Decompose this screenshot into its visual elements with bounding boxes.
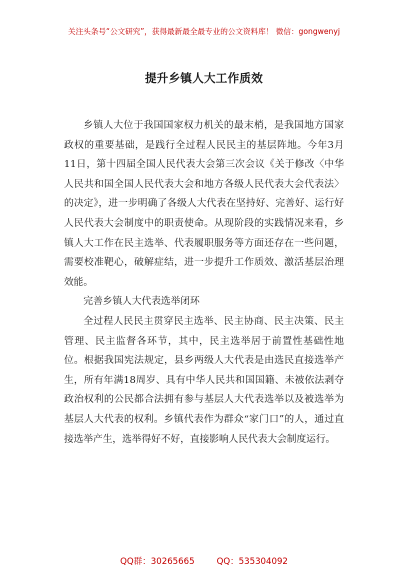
qq-group-text: QQ群：30265665 — [120, 557, 195, 567]
promo-banner: 关注头条号“公文研究”，获得最新最全最专业的公文资料库！ 微信：gongwenyj — [68, 27, 340, 36]
qq-number-text: QQ：535304092 — [216, 557, 288, 567]
contact-footer — [0, 555, 408, 567]
intro-paragraph: 乡镇人大位于我国国家权力机关的最末梢，是我国地方国家政权的重要基础，是践行全过程人民民主的基层阵地。今年3月11日，第十四届全国人民代表大会第三次会议《关于修改〈中华人民共和国全国人民代表大会和地方各级人民代表大会代表法〉的决定》，进一步明确了各级人大代表在坚持好、完善好、运行好人民代表大会制度中的职责使命。从现阶段的实践情况来看，乡镇人大工作在民主选举、代表履职服务等方面还存在一些问题，需要校准靶心，破解症结，进一步提升工作质效、激活基层治理效能。 — [64, 120, 344, 288]
section-paragraph: 全过程人民民主贯穿民主选举、民主协商、民主决策、民主管理、民主监督各环节，其中，民主选举居于前置性基础性地位。根据我国宪法规定，县乡两级人大代表是由选民直接选举产生，所有年满18周岁、具有中华人民共和国国籍、未被依法剥夺政治权利的公民都合法拥有参与基层人大代表选举以及被选举为基层人大代表的权利。乡镇代表作为群众“家门口”的人，通过直接选举产生，选举得好不好，直接影响人民代表大会制度运行。 — [64, 315, 344, 445]
document-body — [64, 116, 344, 449]
section-heading: 完善乡镇人大代表选举闭环 — [83, 296, 200, 308]
document-title: 提升乡镇人大工作质效 — [145, 71, 263, 85]
